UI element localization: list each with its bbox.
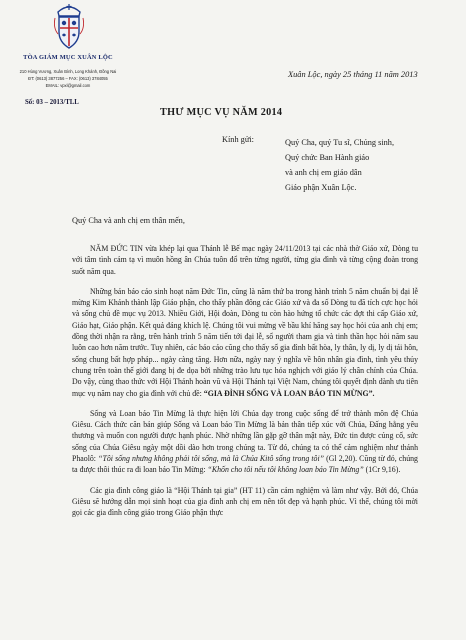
salutation: Quý Cha và anh chị em thân mến, xyxy=(72,216,185,225)
organization-name: TÒA GIÁM MỤC XUÂN LỘC xyxy=(23,54,113,61)
body-paragraph-4: Các gia đình công giáo là “Hội Thánh tại gia” (HT 11) cần cảm nghiệm và làm như vậy. Bởi đó, Chúa Giêsu sẽ hướng dẫn mọi sinh hoạt của gia đình anh chị em nên tốt đẹp và hạnh phúc. Vì thế, chúng tôi mời gọi các gia đình công giáo trong Giáo phận thực xyxy=(72,485,418,518)
document-reference-number: Số: 03 – 2013/TLL xyxy=(25,99,79,106)
recipient-line: và anh chị em giáo dân xyxy=(285,168,362,177)
recipient-line: Giáo phận Xuân Lộc. xyxy=(285,183,357,192)
organization-phone-fax: ĐT: (0613) 3877256 – FAX: (0613) 3784055 xyxy=(28,76,108,81)
episcopal-crest-icon xyxy=(52,4,86,50)
organization-address: 210 Hùng Vương, Xuân Bình, Long Khánh, Đồng Nai xyxy=(19,69,117,74)
body-paragraph-1: NĂM ĐỨC TIN vừa khép lại qua Thánh lễ Bế mạc ngày 24/11/2013 tại các nhà thờ Giáo xứ, Dòng tu với tâm tình cảm tạ vì muôn hồng ân Chúa tuôn đổ trên từng người, từng gia đình và từng cộng đoàn trong suốt năm qua. xyxy=(72,244,418,276)
organization-email: EMAIL: vpxl@gmail.com xyxy=(45,83,91,88)
recipient-line: Quý chức Ban Hành giáo xyxy=(285,153,370,162)
paragraph-text: Sống và Loan báo Tin Mừng là thực hiện lời Chúa dạy trong cuộc sống để trở thành môn đệ Chúa Giêsu. Cách thức căn bản giúp Sống và Loan báo Tin Mừng là bản thân tiếp xúc với Chúa, Đấng hằng yêu thương và muốn con người được hạnh phúc. Nhờ những lần gặp gỡ thân mật này, Đức tin được củng cố, sức sống của Chúa Giêsu ngày một dồi dào hơn trong chúng ta. Từ đó, chúng ta có thể cảm nghiệm như thánh Phaolô: xyxy=(72,408,418,464)
scripture-quote: “Tôi sống nhưng không phải tôi sống, mà là Chúa Kitô sống trong tôi” xyxy=(98,454,325,464)
pastoral-theme: “GIA ĐÌNH SỐNG VÀ LOAN BÁO TIN MỪNG”. xyxy=(203,388,375,398)
body-paragraph-3 xyxy=(72,408,418,476)
paragraph-text: Những bản báo cáo sinh hoạt năm Đức Tin, cũng là năm thứ ba trong hành trình 5 năm chuẩn bị đại lễ mừng Kim Khánh thành lập Giáo phận, cho thấy phần đông các Giáo xứ và đa số Dòng tu đã tích cực học hỏi và sống chủ đề mục vụ 2013. Nhiều Giới, Hội đoàn, Dòng tu còn hào hứng tổ chức các đợt thi cấp Giáo xứ, Giáo hạt, Giáo phận. Kết quả đáng khích lệ. Chúng tôi vui mừng về bầu khí hăng say học hỏi của anh chị em; đồng thời nhận ra rằng, trên hành trình 5 năm tiến tới đại lễ, sổ người tham gia và tinh thần học hỏi năm sau luôn cao hơn năm trước. Tuy nhiên, các báo cáo cũng cho thấy số gia đình bất hòa, ly thân, ly dị, ly dị tái hôn, sống chung bất hợp pháp... ngày càng tăng. Hơn nữa, ngày nay ý nghĩa về hôn nhân gia đình, tình yêu thủy chung trên toàn thế giới đang bị đe dọa bởi những trào lưu tục hóa nghịch với giáo lý chân chính của Chúa. Do vậy, cùng thao thức với Hội Thánh hoàn vũ và Hội Thánh tại Việt Nam, chúng tôi quyết định dành ưu tiên mục vụ năm nay cho gia đình với chủ đề: xyxy=(72,286,418,398)
paragraph-text: (1Cr 9,16). xyxy=(363,465,401,475)
scripture-quote: “Khốn cho tôi nếu tôi không loan báo Tin Mừng” xyxy=(207,465,364,475)
letter-title: THƯ MỤC VỤ NĂM 2014 xyxy=(160,107,283,118)
paragraph-text: (Gl 2,20). Cũng từ đó, chúng ta được thôi thúc ra đi loan báo Tin Mừng: xyxy=(72,454,418,475)
letter-date: Xuân Lộc, ngày 25 tháng 11 năm 2013 xyxy=(288,70,418,79)
letter-body xyxy=(72,243,418,528)
recipient-label: Kính gửi: xyxy=(222,135,254,144)
body-paragraph-2 xyxy=(72,286,418,399)
recipient-line: Quý Cha, quý Tu sĩ, Chủng sinh, xyxy=(285,138,395,147)
recipient-list xyxy=(285,135,394,195)
